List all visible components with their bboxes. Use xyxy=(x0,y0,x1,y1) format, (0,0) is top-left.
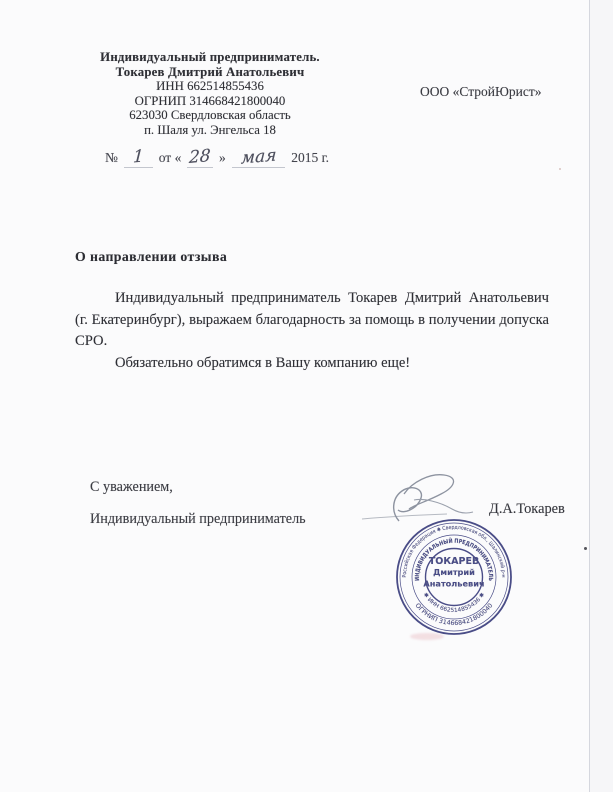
stamp-outer-top-text: Российская Федерация ✱ Свердловская обл., Шалинский р-н xyxy=(401,524,507,579)
stamp-middle-circle xyxy=(412,535,496,619)
stamp-patronymic: Анатольевич xyxy=(423,578,485,589)
year-label: 2015 г. xyxy=(291,150,329,165)
handwritten-number: 1 xyxy=(132,146,145,168)
scan-speck xyxy=(584,547,587,550)
closing-line: С уважением, xyxy=(90,479,173,495)
day-slot xyxy=(187,147,213,168)
stamp-inn-text: ✱ ИНН 662514855436 ✱ xyxy=(421,591,487,614)
body-paragraph: Индивидуальный предприниматель Токарев Дмитрий Анатольевич (г. Екатеринбург), выражаем благодарность за помощь в получении допуска СРО. xyxy=(75,290,549,350)
body-paragraph: Обязательно обратимся в Вашу компанию еще! xyxy=(115,354,411,371)
ink-smudge xyxy=(410,633,444,640)
handwritten-signature xyxy=(350,465,510,545)
signer-name: Д.А.Токарев xyxy=(489,501,565,517)
reference-line xyxy=(105,147,329,168)
close-quote: » xyxy=(218,150,226,165)
letterhead-line: Индивидуальный предприниматель. xyxy=(100,50,320,64)
stamp-surname: ТОКАРЕВ xyxy=(428,556,480,567)
letterhead-line-region: 623030 Свердловская область xyxy=(129,108,291,123)
signer-title: Индивидуальный предприниматель xyxy=(90,511,306,527)
letterhead-line-inn: ИНН 662514855436 xyxy=(156,79,264,94)
handwritten-month: мая xyxy=(240,145,277,169)
month-slot xyxy=(232,147,286,168)
recipient-name: ООО «СтройЮрист» xyxy=(420,84,542,99)
subject-line: О направлении отзыва xyxy=(75,249,228,264)
letterhead-line: Токарев Дмитрий Анатольевич xyxy=(115,64,305,79)
scan-speck xyxy=(559,168,561,170)
letter-body xyxy=(75,288,549,374)
of-label: от « xyxy=(158,150,182,165)
letterhead-line-address: п. Шаля ул. Энгельса 18 xyxy=(144,122,276,137)
handwritten-day: 28 xyxy=(188,145,212,169)
stamp-firstname: Дмитрий xyxy=(433,567,475,577)
number-slot xyxy=(124,147,153,168)
stamp-entrepreneur-text: ИНДИВИДУАЛЬНЫЙ ПРЕДПРИНИМАТЕЛЬ xyxy=(414,538,494,582)
number-sign: № xyxy=(105,150,118,165)
letterhead xyxy=(84,50,336,138)
stamp-ogrnip-text: ОГРНИП 314668421800040 xyxy=(413,602,495,628)
letterhead-line-ogrnip: ОГРНИП 314668421800040 xyxy=(134,93,286,108)
scan-edge-shadow xyxy=(589,0,613,792)
